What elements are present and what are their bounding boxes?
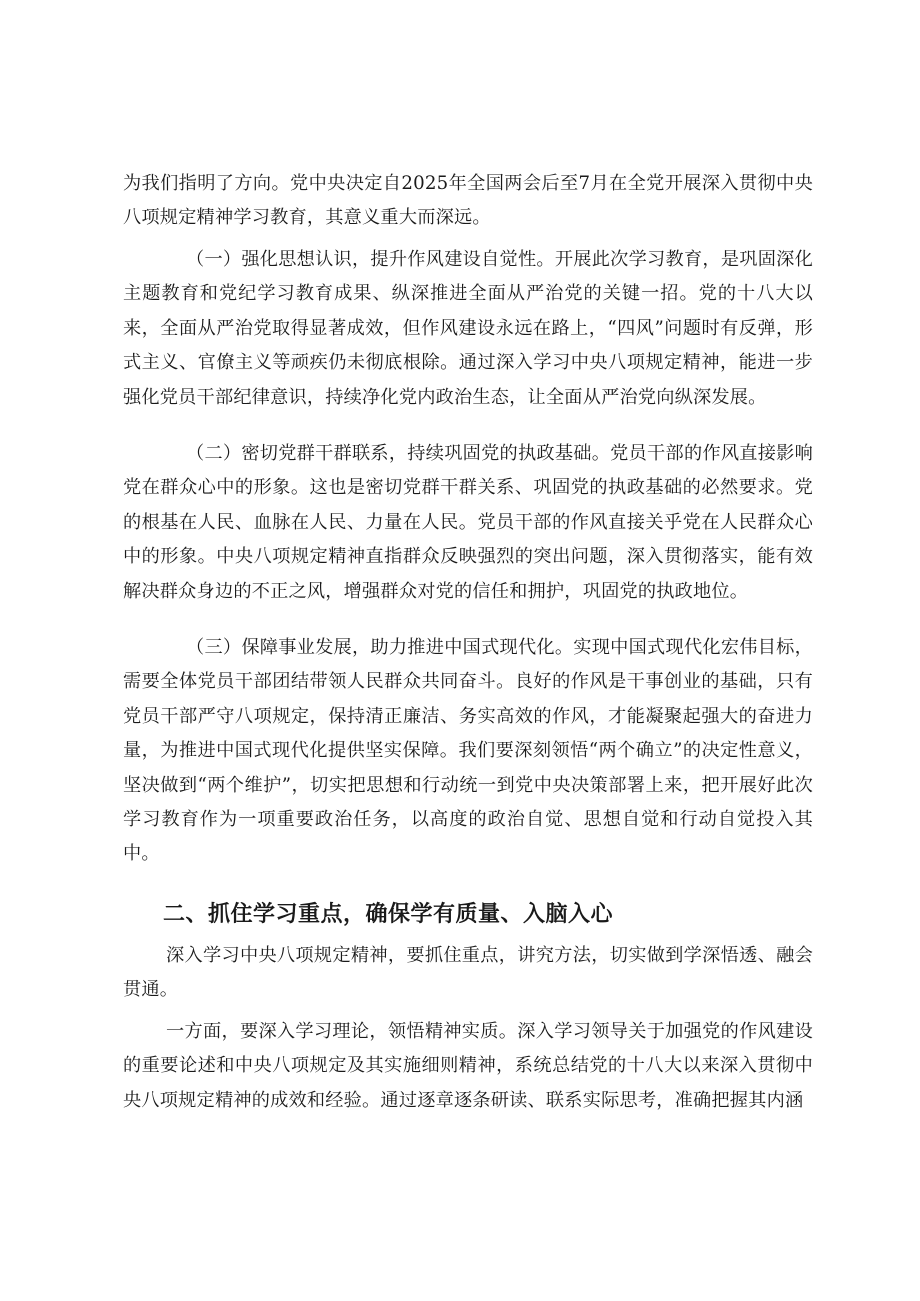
paragraph-point-one: （一）强化思想认识，提升作风建设自觉性。开展此次学习教育，是巩固深化主题教育和党纪学习教育成果、纵深推进全面从严治党的关键一招。党的十八大以来，全面从严治党取得显著成效，但作风建设永远在路上，“四风”问题时有反弹，形式主义、官僚主义等顽疾仍未彻底根除。通过深入学习中央八项规定精神，能进一步强化党员干部纪律意识，持续净化党内政治生态，让全面从严治党向纵深发展。 xyxy=(123,249,813,408)
section-body-paragraph: 一方面，要深入学习理论，领悟精神实质。深入学习领导关于加强党的作风建设的重要论述和中央八项规定及其实施细则精神，系统总结党的十八大以来深入贯彻中央八项规定精神的成效和经验。通过逐章逐条研读、联系实际思考，准确把握其内涵 xyxy=(123,1021,813,1111)
paragraph-point-two: （二）密切党群干群联系，持续巩固党的执政基础。党员干部的作风直接影响党在群众心中的形象。这也是密切党群干群关系、巩固党的执政基础的必然要求。党的根基在人民、血脉在人民、力量在人民。党员干部的作风直接关乎党在人民群众心中的形象。中央八项规定精神直指群众反映强烈的突出问题，深入贯彻落实，能有效解决群众身边的不正之风，增强群众对党的信任和拥护，巩固党的执政地位。 xyxy=(123,443,813,602)
section-intro-paragraph: 深入学习中央八项规定精神，要抓住重点，讲究方法，切实做到学深悟透、融会贯通。 xyxy=(123,945,813,1001)
paragraph-point-three: （三）保障事业发展，助力推进中国式现代化。实现中国式现代化宏伟目标，需要全体党员干部团结带领人民群众共同奋斗。良好的作风是干事创业的基础，只有党员干部严守八项规定，保持清正廉洁、务实高效的作风，才能凝聚起强大的奋进力量，为推进中国式现代化提供坚实保障。我们要深刻领悟“两个确立”的决定性意义，坚决做到“两个维护”，切实把思想和行动统一到党中央决策部署上来，把开展好此次学习教育作为一项重要政治任务，以高度的政治自觉、思想自觉和行动自觉投入其中。 xyxy=(123,637,813,865)
paragraph-continuation: 为我们指明了方向。党中央决定自2025年全国两会后至7月在全党开展深入贯彻中央八项规定精神学习教育，其意义重大而深远。 xyxy=(123,173,813,229)
section-heading: 二、抓住学习重点，确保学有质量、入脑入心 xyxy=(163,902,614,927)
